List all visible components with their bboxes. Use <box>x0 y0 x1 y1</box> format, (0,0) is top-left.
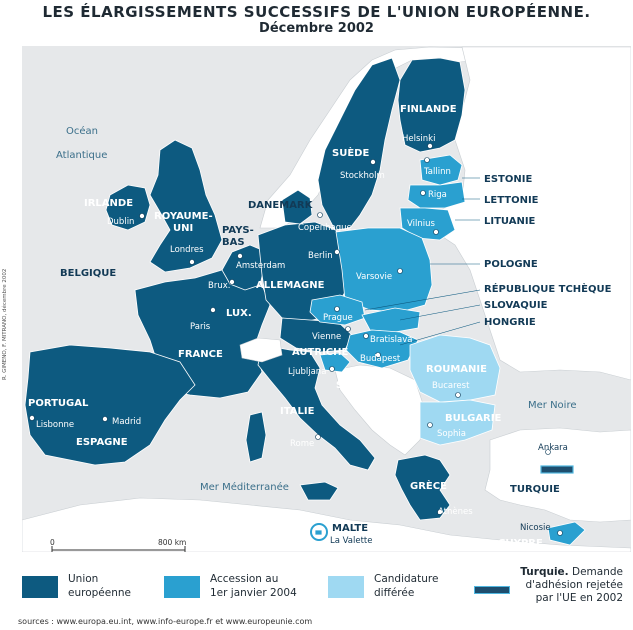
city-riga: Riga <box>428 190 447 200</box>
land-malta <box>315 530 322 535</box>
label-italie: ITALIE <box>280 406 315 417</box>
legend-accession-line2: 1er janvier 2004 <box>210 587 297 599</box>
label-mer-med: Mer Méditerranée <box>200 482 289 493</box>
map-subtitle: Décembre 2002 <box>259 21 374 36</box>
city-bratislava: Bratislava <box>370 335 413 345</box>
legend-ue-line1: Union <box>68 573 99 585</box>
label-roumanie: ROUMANIE <box>426 364 487 375</box>
legend-accession-text <box>210 572 297 600</box>
city-berlin: Berlin <box>308 251 333 261</box>
legend-turkey-line1: Demande <box>568 566 623 578</box>
city-vienne: Vienne <box>312 332 342 342</box>
label-hongrie: HONGRIE <box>484 317 536 328</box>
city-amsterdam: Amsterdam <box>236 261 286 271</box>
label-ocean-1: Océan <box>66 126 98 137</box>
legend-candidate-line2: différée <box>374 587 415 599</box>
label-grece: GRÈCE <box>410 481 447 492</box>
legend-ue-swatch <box>22 576 58 598</box>
city-stockholm: Stockholm <box>340 171 385 181</box>
city-vilnius: Vilnius <box>407 219 435 229</box>
label-royaume-uni-2: UNI <box>173 223 194 234</box>
label-rep-tcheque: RÉPUBLIQUE TCHÈQUE <box>484 284 612 295</box>
city-athenes: Athènes <box>438 507 473 517</box>
label-turquie: TURQUIE <box>510 484 560 495</box>
label-slovaquie: SLOVAQUIE <box>484 300 548 311</box>
label-belgique: BELGIQUE <box>60 268 117 279</box>
legend-turkey-bold: Turquie. <box>520 566 569 578</box>
label-estonie: ESTONIE <box>484 174 533 185</box>
europe-map <box>22 46 631 552</box>
map-title: LES ÉLARGISSEMENTS SUCCESSIFS DE L'UNION EUROPÉENNE. <box>42 3 591 21</box>
label-irlande: IRLANDE <box>84 198 134 209</box>
city-prague: Prague <box>323 313 353 323</box>
city-dublin: Dublin <box>107 217 135 227</box>
city-ankara: Ankara <box>538 443 568 453</box>
label-chypre: CHYPRE <box>498 538 543 549</box>
legend-turkey-line3: par l'UE en 2002 <box>535 592 623 604</box>
legend-ue <box>22 572 162 608</box>
label-france: FRANCE <box>178 349 223 360</box>
label-slovenie: SLOVÉNIE <box>336 380 391 391</box>
city-paris: Paris <box>190 322 211 332</box>
city-nicosie: Nicosie <box>520 523 551 533</box>
city-helsinki: Helsinki <box>402 134 436 144</box>
label-malte: MALTE <box>332 523 369 534</box>
turkey-rejected-marker <box>541 466 573 473</box>
scale-start: 0 <box>50 538 55 547</box>
legend-accession <box>164 572 324 608</box>
legend-accession-line1: Accession au <box>210 573 279 585</box>
label-lituanie: LITUANIE <box>484 216 536 227</box>
label-mer-noire: Mer Noire <box>528 400 577 411</box>
label-pays-bas-1: PAYS- <box>222 225 254 236</box>
label-autriche: AUTRICHE <box>292 347 349 358</box>
label-royaume-uni-1: ROYAUME- <box>154 211 213 222</box>
label-lux: LUX. <box>226 308 252 319</box>
label-allemagne: ALLEMAGNE <box>256 280 325 291</box>
legend-accession-swatch <box>164 576 200 598</box>
label-pologne: POLOGNE <box>484 259 538 270</box>
city-tallinn: Tallinn <box>424 167 451 177</box>
legend-candidate-line1: Candidature <box>374 573 439 585</box>
city-rome: Rome <box>290 439 315 449</box>
legend-candidate-text <box>374 572 438 600</box>
sources-text: sources : www.europa.eu.int, www.info-europe.fr et www.europeunie.com <box>18 617 313 626</box>
city-copenhague: Copenhague <box>298 223 352 233</box>
city-londres: Londres <box>170 245 204 255</box>
city-la-valette: La Valette <box>330 536 373 546</box>
legend-ue-text <box>68 572 131 600</box>
city-ljubljana: Ljubljana <box>288 367 327 377</box>
legend-candidate <box>328 572 478 608</box>
city-brux: Brux. <box>208 281 231 291</box>
legend-ue-line2: européenne <box>68 587 131 599</box>
label-espagne: ESPAGNE <box>76 437 128 448</box>
credit-text: R. GIMENO, F. MITRANO, décembre 2002 <box>2 268 8 380</box>
label-lettonie: LETTONIE <box>484 195 539 206</box>
label-ocean-2: Atlantique <box>56 150 108 161</box>
city-lisbonne: Lisbonne <box>36 420 75 430</box>
label-danemark: DANEMARK <box>248 200 313 211</box>
label-bulgarie: BULGARIE <box>445 413 502 424</box>
land-sardinia <box>246 412 266 462</box>
legend-turkey-text <box>493 566 623 605</box>
label-suede: SUÈDE <box>332 148 370 159</box>
city-bucarest: Bucarest <box>432 381 470 391</box>
city-varsovie: Varsovie <box>356 272 393 282</box>
city-sophia: Sophia <box>437 429 466 439</box>
city-madrid: Madrid <box>112 417 142 427</box>
label-finlande: FINLANDE <box>400 104 457 115</box>
legend-turkey-line2: d'adhésion rejetée <box>525 579 623 591</box>
city-budapest: Budapest <box>360 354 401 364</box>
legend-candidate-swatch <box>328 576 364 598</box>
scale-end: 800 km <box>158 538 187 547</box>
label-pays-bas-2: BAS <box>222 237 245 248</box>
label-portugal: PORTUGAL <box>28 398 89 409</box>
